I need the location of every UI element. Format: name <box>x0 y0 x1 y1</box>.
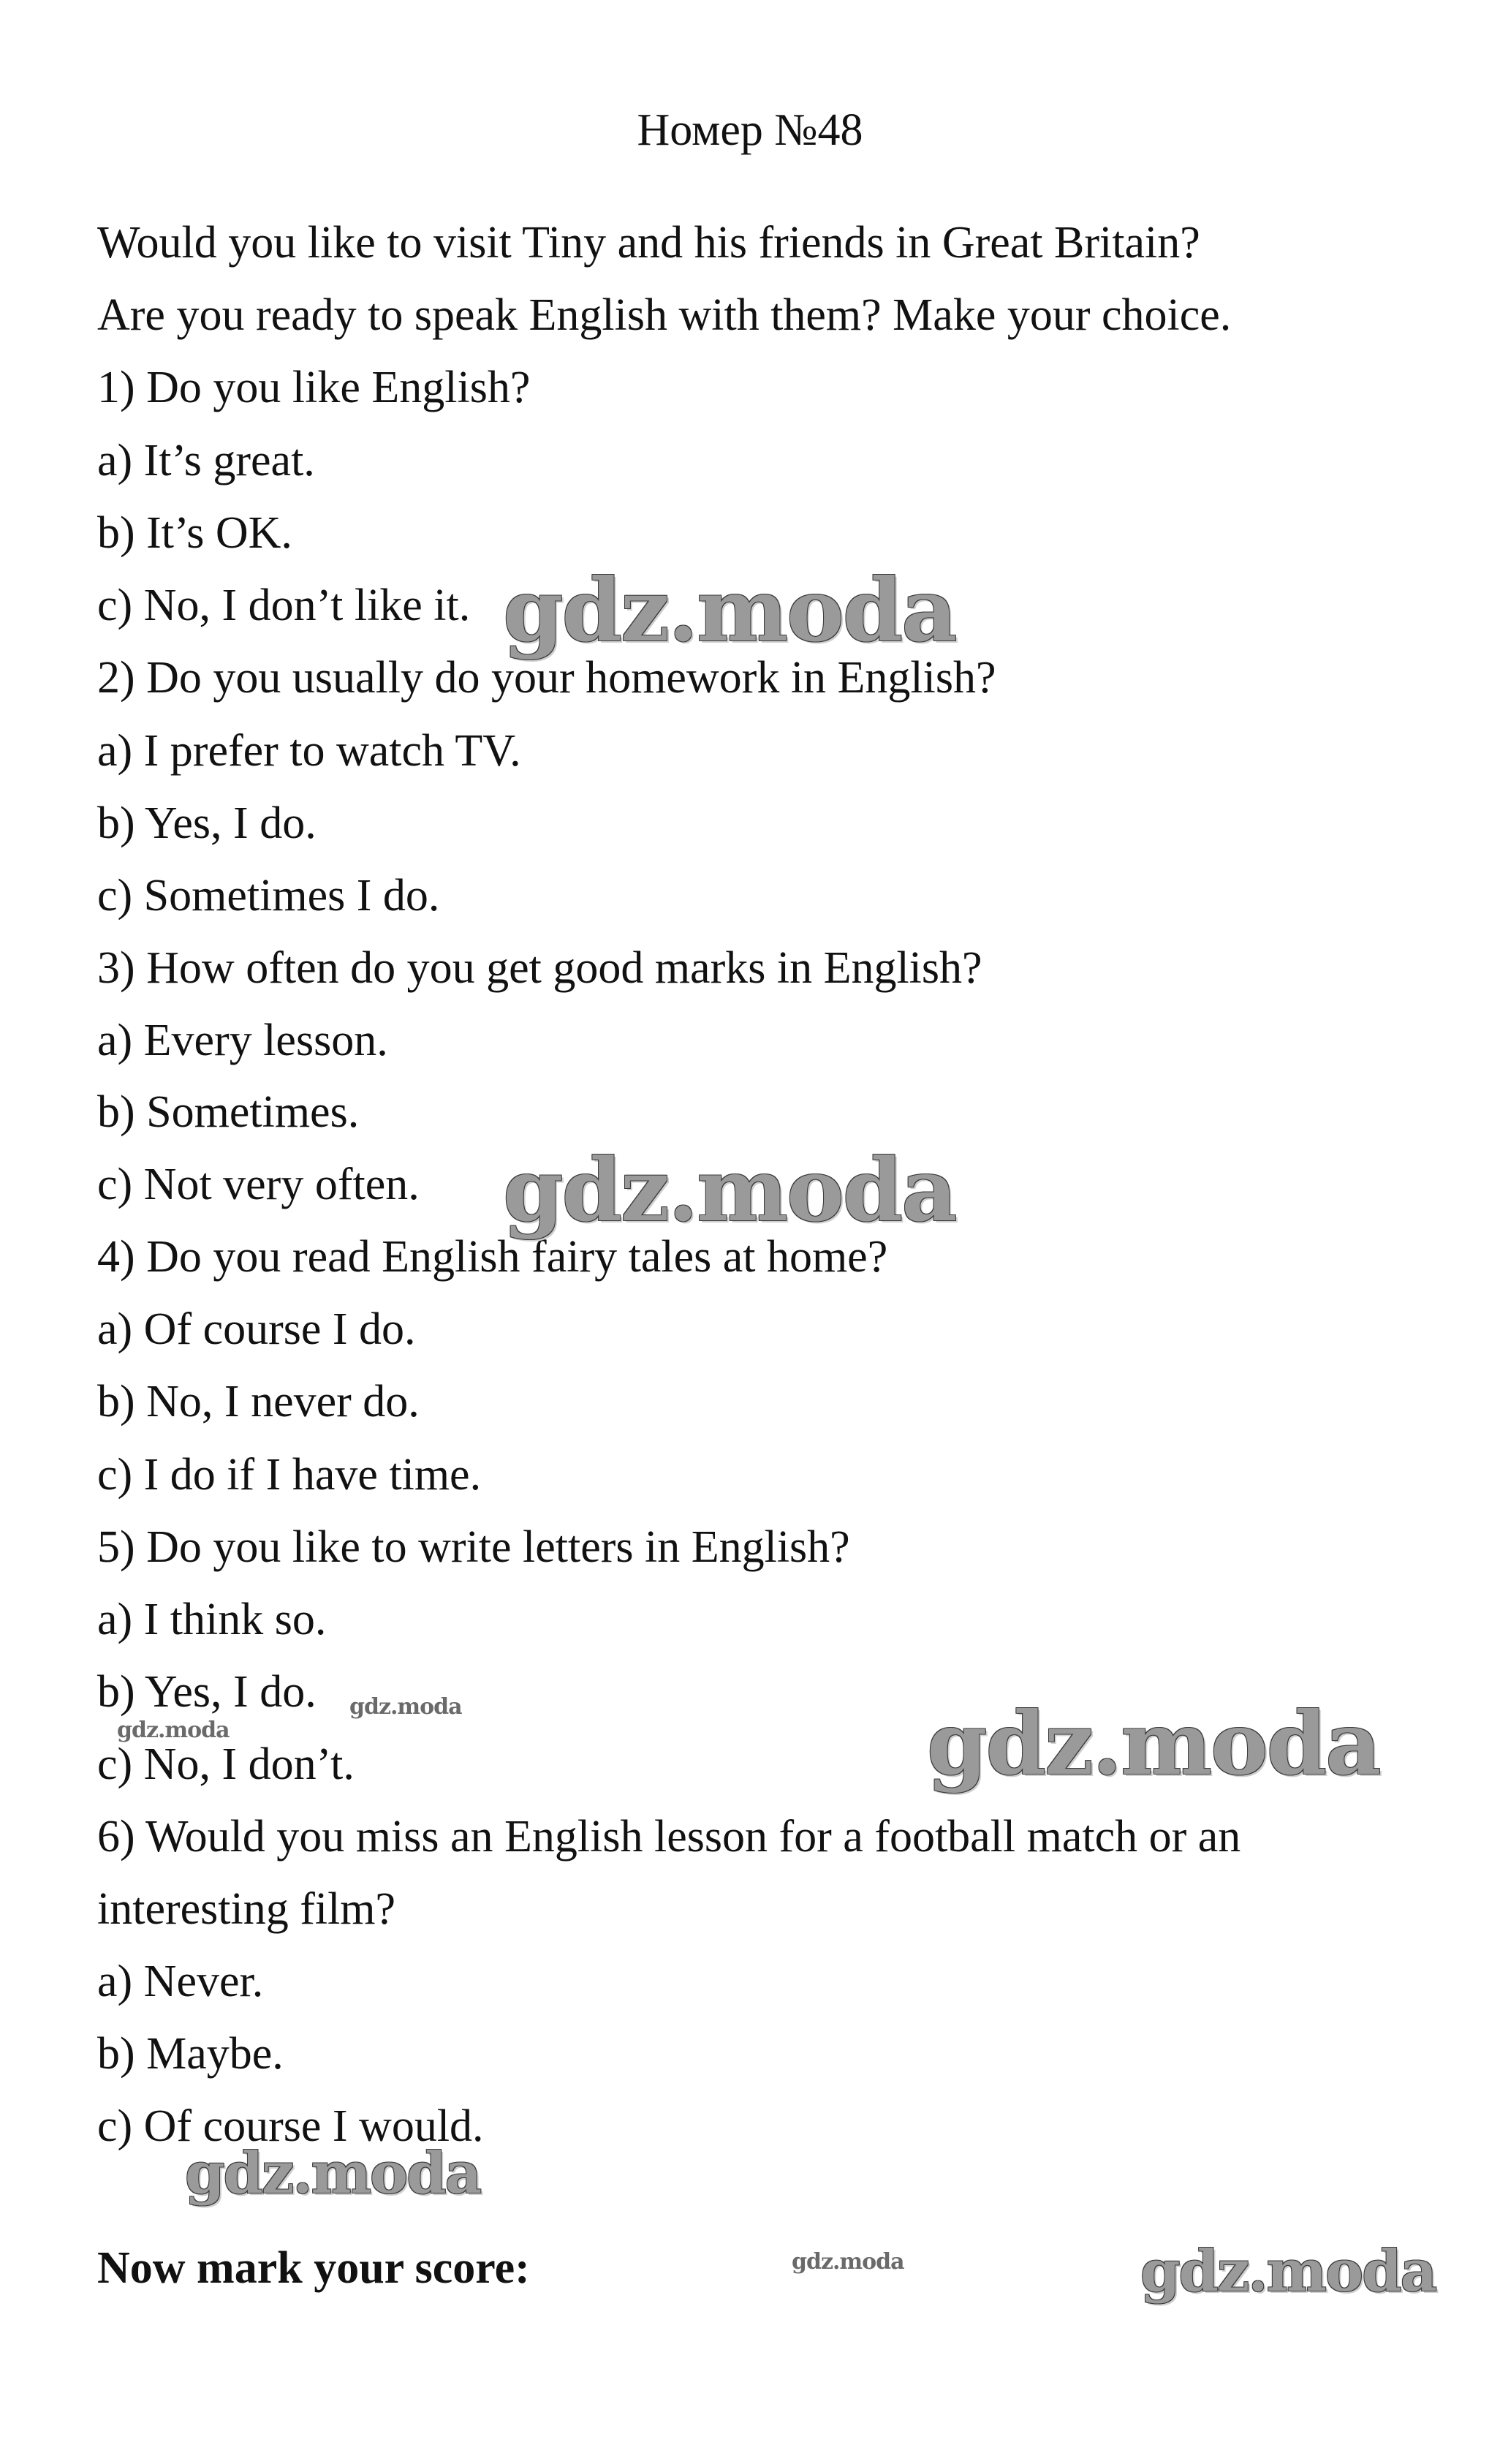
watermark: gdz.moda <box>1140 2238 1436 2305</box>
question-5: 5) Do you like to write letters in English? <box>97 1522 850 1572</box>
question-6: 6) Would you miss an English lesson for a football match or an <box>97 1812 1241 1862</box>
answer-3a: a) Every lesson. <box>97 1016 388 1065</box>
question-6-cont: interesting film? <box>97 1884 396 1934</box>
watermark: gdz.moda <box>503 1139 956 1241</box>
answer-2a: a) I prefer to watch TV. <box>97 726 521 776</box>
score-heading: Now mark your score: <box>97 2243 530 2293</box>
question-3: 3) How often do you get good marks in English? <box>97 943 982 993</box>
answer-1c: c) No, I don’t like it. <box>97 581 471 630</box>
answer-2c: c) Sometimes I do. <box>97 871 440 921</box>
page-title: Номер №48 <box>637 105 863 155</box>
answer-4a: a) Of course I do. <box>97 1304 416 1354</box>
answer-2b: b) Yes, I do. <box>97 798 317 848</box>
answer-6c: c) Of course I would. <box>97 2101 484 2151</box>
answer-6a: a) Never. <box>97 1957 264 2006</box>
question-2: 2) Do you usually do your homework in English? <box>97 653 996 703</box>
question-1: 1) Do you like English? <box>97 363 531 412</box>
answer-6b: b) Maybe. <box>97 2029 284 2079</box>
answer-5b: b) Yes, I do. <box>97 1667 317 1717</box>
watermark: gdz.moda <box>185 2140 481 2207</box>
answer-3c: c) Not very often. <box>97 1160 420 1209</box>
intro-line-1: Would you like to visit Tiny and his friends in Great Britain? <box>97 218 1200 268</box>
answer-1b: b) It’s OK. <box>97 508 292 558</box>
watermark: gdz.moda <box>927 1693 1380 1794</box>
watermark: gdz.moda <box>503 559 956 661</box>
answer-3b: b) Sometimes. <box>97 1087 360 1137</box>
intro-line-2: Are you ready to speak English with them? Make your choice. <box>97 290 1232 340</box>
answer-5c: c) No, I don’t. <box>97 1739 355 1789</box>
answer-5a: a) I think so. <box>97 1595 327 1644</box>
watermark: gdz.moda <box>349 1694 462 1720</box>
answer-4c: c) I do if I have time. <box>97 1450 482 1500</box>
watermark: gdz.moda <box>117 1717 230 1743</box>
answer-4b: b) No, I never do. <box>97 1377 420 1426</box>
watermark: gdz.moda <box>792 2249 904 2275</box>
answer-1a: a) It’s great. <box>97 436 315 485</box>
question-4: 4) Do you read English fairy tales at home? <box>97 1232 888 1282</box>
